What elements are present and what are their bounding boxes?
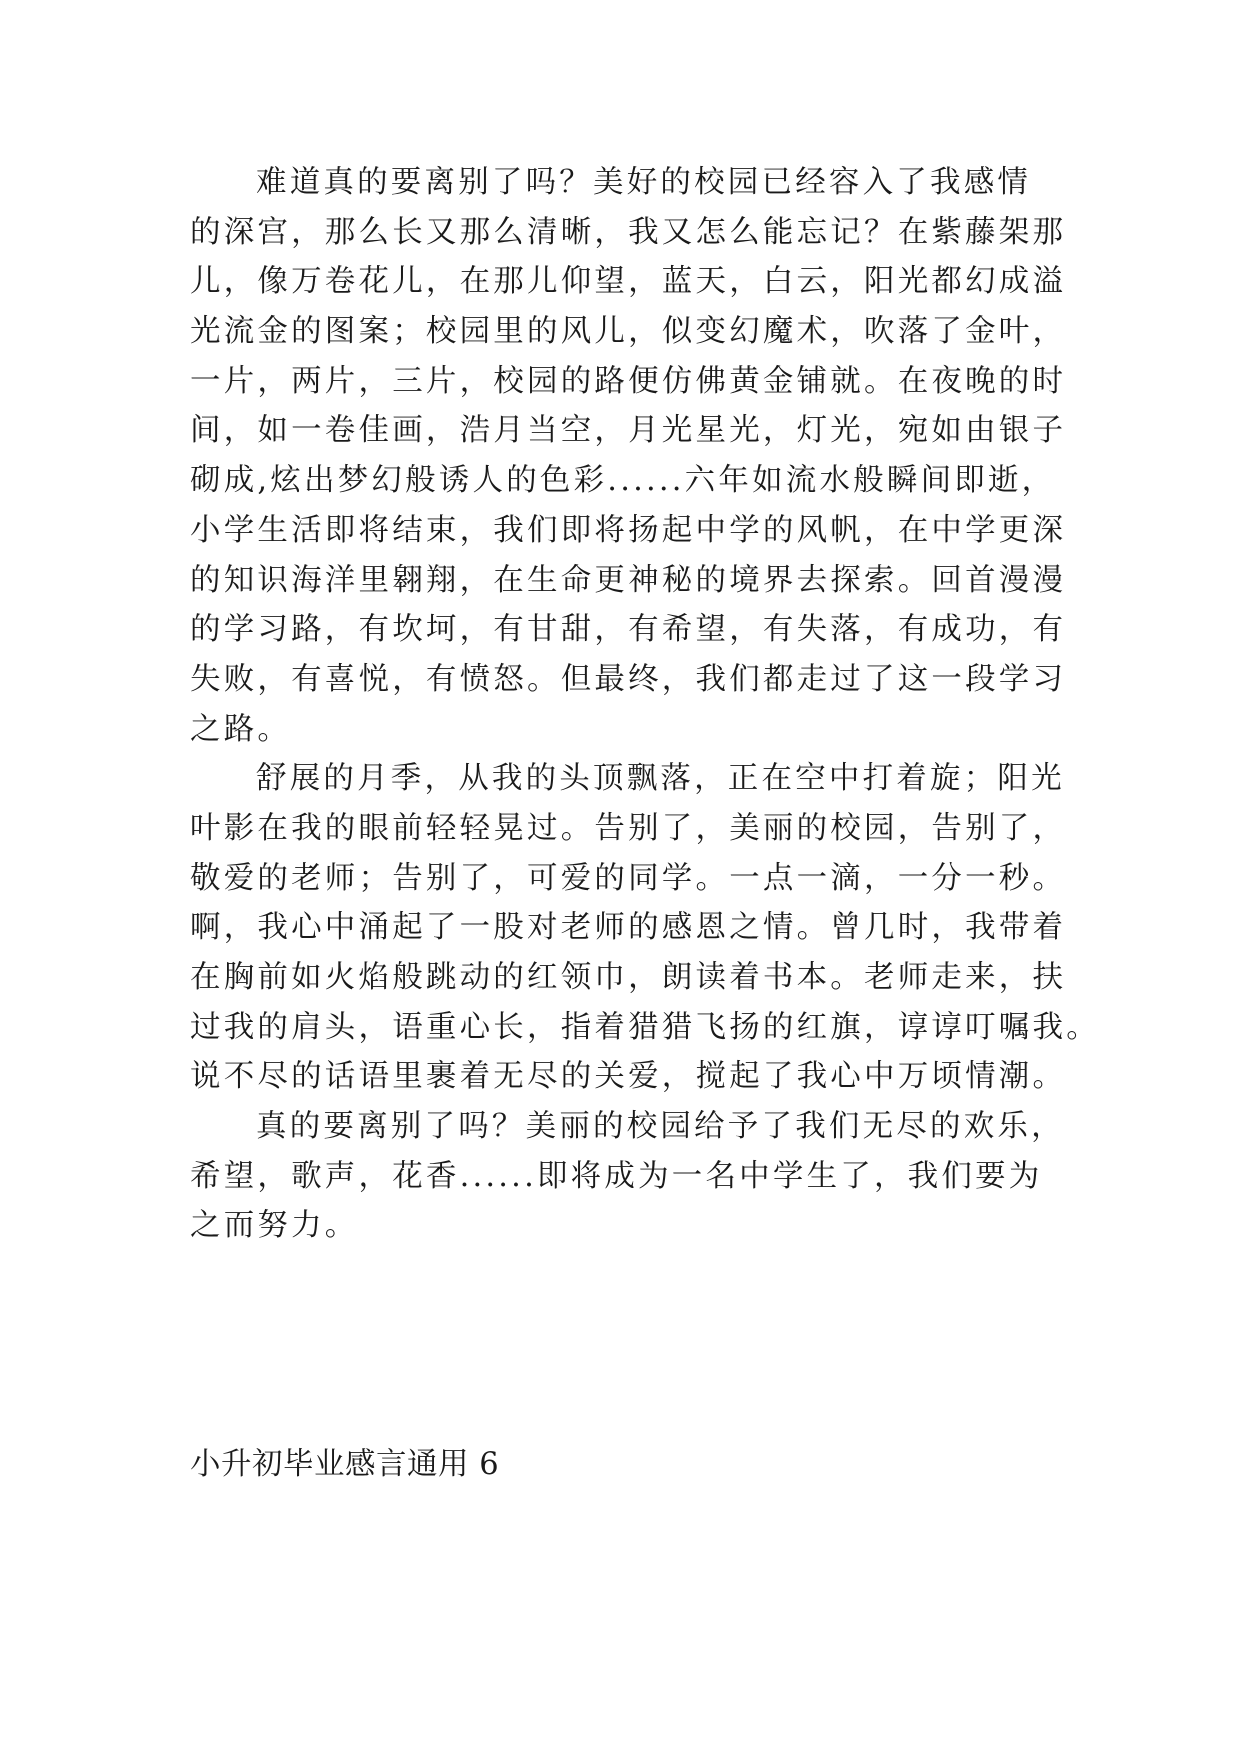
text-line: 的学习路，有坎坷，有甘甜，有希望，有失落，有成功，有 <box>190 612 1067 648</box>
text-line: 真的要离别了吗？美丽的校园给予了我们无尽的欢乐， <box>256 1109 1065 1145</box>
text-line: 希望，歌声，花香......即将成为一名中学生了，我们要为 <box>190 1158 1043 1194</box>
text-line: 一片，两片，三片，校园的路便仿佛黄金铺就。在夜晚的时 <box>190 363 1067 399</box>
text-line: 砌成,炫出梦幻般诱人的色彩......六年如流水般瞬间即逝， <box>190 463 1056 499</box>
paragraph-3 <box>190 1102 1065 1251</box>
text-line: 的深宫，那么长又那么清晰，我又怎么能忘记？在紫藤架那 <box>190 214 1067 250</box>
text-line: 光流金的图案；校园里的风儿，似变幻魔术，吹落了金叶， <box>190 314 1067 350</box>
text-line: 间，如一卷佳画，浩月当空，月光星光，灯光，宛如由银子 <box>190 413 1067 449</box>
text-line: 儿，像万卷花儿，在那儿仰望，蓝天，白云，阳光都幻成溢 <box>190 264 1067 300</box>
text-line: 小学生活即将结束，我们即将扬起中学的风帆，在中学更深 <box>190 512 1067 548</box>
text-line: 失败，有喜悦，有愤怒。但最终，我们都走过了这一段学习 <box>190 661 1067 697</box>
text-line: 舒展的月季，从我的头顶飘落，正在空中打着旋；阳光 <box>256 761 1065 797</box>
text-line: 的知识海洋里翱翔，在生命更神秘的境界去探索。回首漫漫 <box>190 562 1067 598</box>
text-line: 过我的肩头，语重心长，指着猎猎飞扬的红旗，谆谆叮嘱我。 <box>190 1009 1100 1045</box>
paragraph-1 <box>190 158 1067 754</box>
text-line: 说不尽的话语里裹着无尽的关爱，搅起了我心中万顷情潮。 <box>190 1059 1067 1095</box>
text-line: 之路。 <box>190 711 292 747</box>
text-line: 在胸前如火焰般跳动的红领巾，朗读着书本。老师走来，扶 <box>190 960 1067 995</box>
text-line: 之而努力。 <box>190 1208 359 1244</box>
text-line: 叶影在我的眼前轻轻晃过。告别了，美丽的校园，告别了， <box>190 810 1067 846</box>
text-line: 敬爱的老师；告别了，可爱的同学。一点一滴，一分一秒。 <box>190 860 1067 896</box>
text-line: 难道真的要离别了吗？美好的校园已经容入了我感情 <box>256 165 1032 200</box>
text-line: 啊，我心中涌起了一股对老师的感恩之情。曾几时，我带着 <box>190 910 1067 946</box>
section-heading: 小升初毕业感言通用 6 <box>190 1447 500 1482</box>
document-body <box>190 158 1100 1251</box>
paragraph-2 <box>190 754 1100 1102</box>
